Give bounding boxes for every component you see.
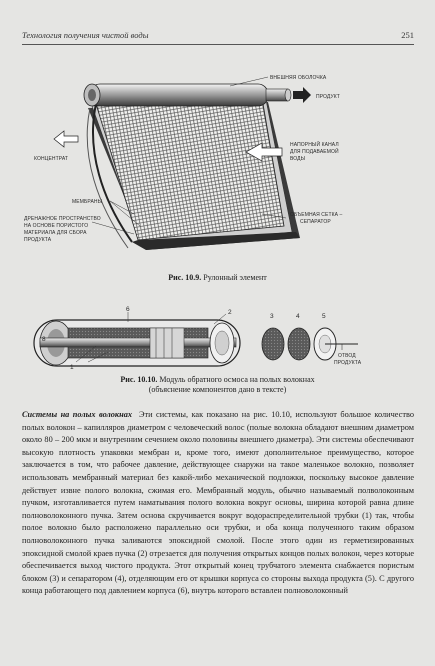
- spiral-element-diagram: [24, 75, 343, 250]
- section-lead: Системы на полых волокнах: [22, 410, 133, 419]
- callout-8: 8: [42, 336, 46, 343]
- callout-2: 2: [228, 309, 232, 316]
- hollow-fiber-diagram: [34, 306, 362, 371]
- svg-text:ДЛЯ ПОДАВАЕМОЙ: ДЛЯ ПОДАВАЕМОЙ: [290, 149, 339, 155]
- separator: [288, 328, 310, 360]
- figure-10-10-caption: Рис. 10.10. Модуль обратного осмоса на полых волокнах (объяснение компонентов дано в тексте): [120, 375, 315, 394]
- label-concentrate: КОНЦЕНТРАТ: [34, 156, 69, 162]
- label-outer-shell: ВНЕШНЯЯ ОБОЛОЧКА: [270, 75, 327, 81]
- body-paragraph: Системы на полых волокнах Эти системы, как показано на рис. 10.10, используют большое количество полых волокон – капилляров диаметром с человеческий волос (полые волокна обладают внешним диаметром около 80 – 200 мкм и внутренним сечением около половины внешнего диаметра). Эти системы обеспечивают высокую плотность упаковки мембран и, кроме того, имеют дополнительное преимущество, которое заключается в том, что рабочее давление, действующее снаружи на такое маленькое волокно, позволяет использовать мембранный материал без какой-либо механической подложки, поскольку высокое давление действует извне полого волокна, сжимая его. Мембранный модуль, обычно называемый полволоконным пучком, изготавливается путем наматывания полого волокна вокруг основы, ширина которой равна длине полноволоконного пучка. Затем основа скручивается вокруг водораспределительной трубки (1) так, чтобы полое волокно было расположено параллельно оси трубки, и оба конца полученного таким образом полноволоконного пучка заливаются эпоксидной смолой. После этого один из герметизированных эпоксидной смолой краев пучка (2) отрезается для получения открытых концов полых волокон, через которые обеспечивается выход чистого продукта. Этот открытый конец трубчатого элемента снабжается пористым блоком (3) и сепаратором (4), отделяющим его от крышки корпуса со стороны выхода продукта (5). С другого конца работающего под давлением корпуса (6), внутрь которого вставлен полноволоконный: [22, 410, 414, 596]
- label-membranes: МЕМБРАНЫ: [72, 199, 103, 205]
- svg-text:ВОДЫ: ВОДЫ: [290, 156, 306, 162]
- outer-shell-roll: [90, 84, 268, 106]
- callout-1: 1: [70, 364, 74, 371]
- label-mesh: ОБЪЕМНАЯ СЕТКА –: [290, 212, 343, 218]
- product-arrow: [293, 87, 311, 103]
- mesh-spacer: [96, 98, 284, 240]
- concentrate-arrow: [54, 131, 78, 147]
- label-product: ПРОДУКТ: [316, 94, 340, 100]
- svg-text:МАТЕРИАЛА ДЛЯ СБОРА: МАТЕРИАЛА ДЛЯ СБОРА: [24, 230, 87, 236]
- label-pressure-channel: НАПОРНЫЙ КАНАЛ: [290, 142, 339, 148]
- callout-5: 5: [322, 313, 326, 320]
- porous-block: [262, 328, 284, 360]
- svg-text:ПРОДУКТА: ПРОДУКТА: [24, 237, 52, 243]
- figure-10-9-caption: Рис. 10.9. Рулонный элемент: [168, 273, 267, 282]
- svg-text:НА ОСНОВЕ ПОРИСТОГО: НА ОСНОВЕ ПОРИСТОГО: [24, 223, 89, 229]
- body-text: [22, 409, 414, 598]
- callout-6: 6: [126, 306, 130, 313]
- header-title: Технология получения чистой воды: [22, 30, 149, 40]
- callout-4: 4: [296, 313, 300, 320]
- page-number: 251: [401, 30, 414, 40]
- label-outlet: ОТВОД: [338, 353, 356, 359]
- distributor-tube: [40, 338, 236, 347]
- svg-text:ПРОДУКТА: ПРОДУКТА: [334, 360, 362, 366]
- svg-text:СЕПАРАТОР: СЕПАРАТОР: [300, 219, 331, 225]
- label-drainage: ДРЕНАЖНОЕ ПРОСТРАНСТВО: [24, 216, 101, 222]
- callout-3: 3: [270, 313, 274, 320]
